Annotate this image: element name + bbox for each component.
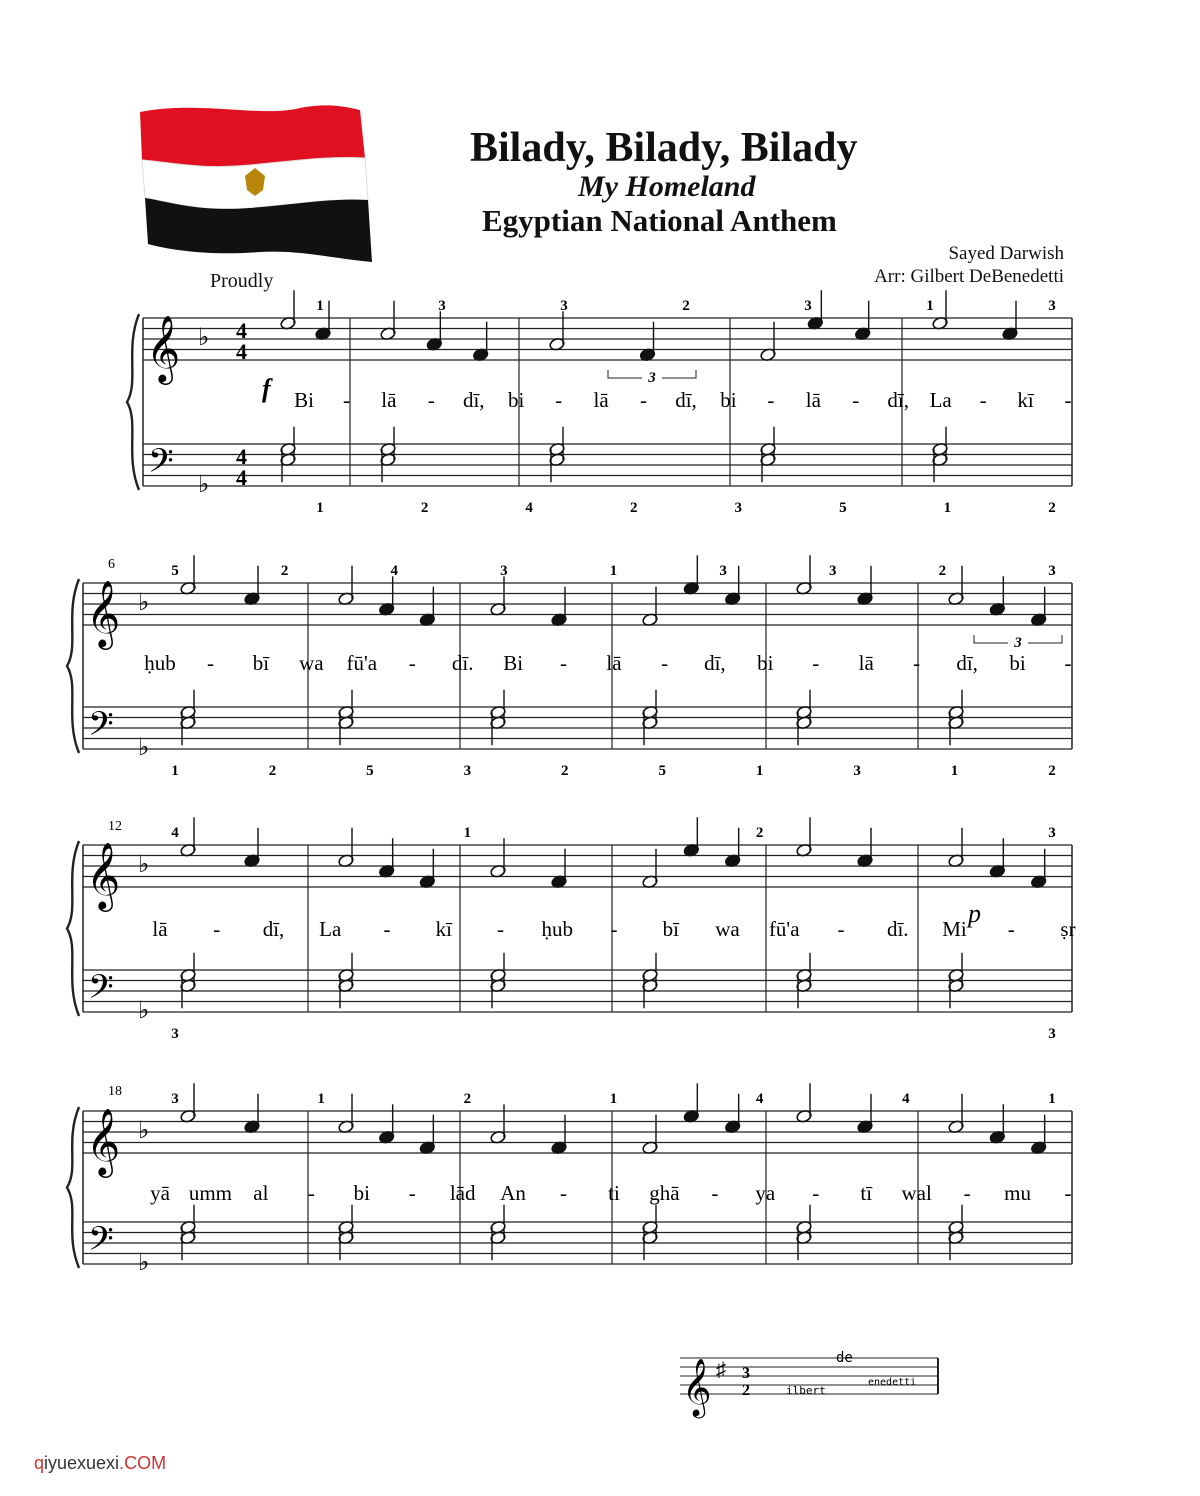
lyric-syllable: lā xyxy=(152,917,168,941)
lyric-syllable: - xyxy=(812,651,820,675)
time-signature-top: 4 xyxy=(236,444,247,469)
fingering-number: 5 xyxy=(839,500,847,516)
lyric-syllable: - xyxy=(767,388,775,412)
lyric-syllable: - xyxy=(560,651,568,675)
lyric-syllable: - xyxy=(307,1181,315,1205)
treble-clef-icon: 𝄞 xyxy=(86,1109,121,1174)
flat-icon: ♭ xyxy=(138,735,150,761)
flat-icon: ♭ xyxy=(138,998,150,1024)
flat-icon: ♭ xyxy=(138,1118,150,1144)
fingering-number: 3 xyxy=(500,563,508,579)
fingering-number: 3 xyxy=(438,298,446,314)
lyric-syllable: dī, xyxy=(956,651,978,675)
signature-text: de xyxy=(836,1350,853,1366)
flat-icon: ♭ xyxy=(198,472,210,498)
lyric-syllable: bī xyxy=(662,917,679,941)
fingering-number: 5 xyxy=(171,563,179,579)
fingering-number: 3 xyxy=(1048,563,1056,579)
fingering-number: 3 xyxy=(734,500,743,516)
measure-number: 12 xyxy=(108,819,122,834)
lyric-syllable: - xyxy=(1007,917,1015,941)
lyric-syllable: - xyxy=(408,1181,416,1205)
lyric-syllable: lā xyxy=(606,651,622,675)
lyric-syllable: ḥub xyxy=(144,651,176,675)
fingering-number: 2 xyxy=(1048,763,1056,779)
brace xyxy=(67,579,79,753)
lyric-syllable: - xyxy=(206,651,214,675)
lyric-syllable: lā xyxy=(805,388,821,412)
signature-text: ilbert xyxy=(786,1384,826,1397)
fingering-number: 3 xyxy=(171,1091,179,1107)
fingering-number: 3 xyxy=(1048,825,1056,841)
fingering-number: 2 xyxy=(629,500,638,516)
lyric-syllable: wal xyxy=(901,1181,932,1205)
measure-number: 6 xyxy=(108,557,115,572)
treble-clef-icon: 𝄞 xyxy=(86,843,121,908)
lyric-syllable: lā xyxy=(858,651,874,675)
lyric-syllable: tī xyxy=(860,1181,873,1205)
lyric-syllable: dī, xyxy=(887,388,910,412)
lyric-syllable: - xyxy=(1064,388,1072,412)
flat-icon: ♭ xyxy=(138,1250,150,1276)
lyric-syllable: bi xyxy=(353,1181,370,1205)
brace xyxy=(127,314,139,490)
lyric-syllable: - xyxy=(852,388,860,412)
lyric-syllable: - xyxy=(1064,651,1072,675)
lyric-syllable: An xyxy=(500,1181,526,1205)
brace xyxy=(67,1107,79,1268)
lyric-syllable: ghā xyxy=(649,1181,680,1205)
time-signature-bottom: 4 xyxy=(236,465,247,490)
lyric-syllable: bi xyxy=(1009,651,1026,675)
lyric-syllable: Mi xyxy=(942,917,967,941)
lyric-syllable: - xyxy=(555,388,563,412)
fingering-number: 5 xyxy=(658,763,666,779)
lyric-syllable: fū'a xyxy=(768,917,800,941)
lyric-syllable: kī xyxy=(1017,388,1034,412)
lyric-syllable: - xyxy=(913,651,921,675)
lyric-syllable: - xyxy=(812,1181,820,1205)
tempo-marking: Proudly xyxy=(210,270,274,292)
fingering-number: 3 xyxy=(804,298,812,314)
lyric-syllable: dī, xyxy=(262,917,285,941)
lyric-syllable: dī. xyxy=(451,651,474,675)
fingering-number: 3 xyxy=(1048,298,1056,314)
signature-text: enedetti xyxy=(868,1377,917,1388)
fingering-number: 3 xyxy=(829,563,837,579)
fingering-number: 4 xyxy=(755,1091,764,1107)
dynamic-forte: f xyxy=(262,374,271,403)
fingering-number: 3 xyxy=(171,1026,179,1042)
triplet-marker: 3 xyxy=(1014,635,1022,651)
fingering-number: 1 xyxy=(755,763,764,779)
fingering-number: 1 xyxy=(943,500,952,516)
lyric-syllable: al xyxy=(253,1181,269,1205)
lyric-syllable: - xyxy=(1064,1181,1072,1205)
treble-clef-icon: 𝄞 xyxy=(682,1359,712,1415)
fingering-number: 2 xyxy=(268,763,277,779)
watermark: qiyuexuexi.COM xyxy=(34,1453,167,1473)
lyric-syllable: - xyxy=(640,388,648,412)
fingering-number: 1 xyxy=(609,1091,618,1107)
fingering-number: 4 xyxy=(525,500,533,516)
lyric-syllable: mu xyxy=(1004,1181,1031,1205)
time-signature-bottom: 4 xyxy=(236,339,247,364)
fingering-number: 2 xyxy=(1048,500,1056,516)
lyric-syllable: - xyxy=(560,1181,568,1205)
fingering-number: 1 xyxy=(609,563,618,579)
page-title: Bilady, Bilady, Bilady xyxy=(470,125,858,171)
lyric-syllable: - xyxy=(213,917,221,941)
fingering-number: 1 xyxy=(926,298,934,314)
fingering-number: 4 xyxy=(390,563,398,579)
lyric-syllable: yā xyxy=(150,1181,170,1205)
flat-icon: ♭ xyxy=(138,852,150,878)
fingering-number: 2 xyxy=(420,500,429,516)
fingering-number: 2 xyxy=(280,563,289,579)
lyric-syllable: lā xyxy=(381,388,397,412)
fingering-number: 1 xyxy=(950,763,959,779)
flat-icon: ♭ xyxy=(198,325,210,351)
time-signature-bottom: 2 xyxy=(742,1382,750,1399)
time-signature-top: 3 xyxy=(742,1365,750,1382)
lyric-syllable: ḥub xyxy=(541,917,573,941)
lyric-syllable: La xyxy=(319,917,342,941)
lyric-syllable: dī, xyxy=(462,388,485,412)
fingering-number: 1 xyxy=(316,298,324,314)
lyric-syllable: dī. xyxy=(886,917,909,941)
fingering-number: 2 xyxy=(561,763,569,779)
lyric-syllable: Bi xyxy=(503,651,524,675)
arranger: Arr: Gilbert DeBenedetti xyxy=(874,266,1064,287)
lyric-syllable: Bi xyxy=(294,388,314,412)
bass-clef-icon: 𝄢 xyxy=(88,968,114,1014)
fingering-number: 1 xyxy=(171,763,179,779)
fingering-number: 2 xyxy=(938,563,947,579)
lyric-syllable: - xyxy=(610,917,618,941)
lyric-syllable: - xyxy=(383,917,391,941)
lyric-syllable: - xyxy=(660,651,668,675)
lyric-syllable: lād xyxy=(449,1181,476,1205)
lyric-syllable: ya xyxy=(755,1181,776,1205)
fingering-number: 1 xyxy=(1048,1091,1056,1107)
lyric-syllable: - xyxy=(711,1181,719,1205)
lyric-syllable: bi xyxy=(757,651,774,675)
lyric-syllable: dī, xyxy=(675,388,697,412)
sharp-icon: ♯ xyxy=(716,1359,726,1381)
fingering-number: 5 xyxy=(366,763,374,779)
fingering-number: 3 xyxy=(719,563,727,579)
lyric-syllable: - xyxy=(963,1181,971,1205)
fingering-number: 3 xyxy=(463,763,472,779)
lyric-syllable: bi xyxy=(720,388,737,412)
fingering-number: 2 xyxy=(682,298,690,314)
lyric-syllable: lā xyxy=(593,388,609,412)
time-signature-top: 4 xyxy=(236,318,247,343)
lyric-syllable: - xyxy=(837,917,845,941)
lyric-syllable: ṣr xyxy=(1060,917,1076,941)
lyric-syllable: - xyxy=(342,388,350,412)
lyric-syllable: ti xyxy=(608,1181,620,1205)
fingering-number: 1 xyxy=(463,825,472,841)
triplet-marker: 3 xyxy=(648,370,656,386)
treble-clef-icon: 𝄞 xyxy=(146,316,181,381)
lyric-syllable: - xyxy=(408,651,416,675)
egypt-flag-icon xyxy=(140,105,372,262)
fingering-number: 3 xyxy=(1048,1026,1056,1042)
lyric-syllable: bī xyxy=(252,651,270,675)
fingering-number: 2 xyxy=(755,825,764,841)
brace xyxy=(67,841,79,1016)
fingering-number: 1 xyxy=(317,1091,325,1107)
fingering-number: 3 xyxy=(560,298,568,314)
fingering-number: 2 xyxy=(463,1091,472,1107)
lyric-syllable: - xyxy=(497,917,504,941)
composer: Sayed Darwish xyxy=(948,243,1064,264)
system-2 xyxy=(67,579,1072,753)
flat-icon: ♭ xyxy=(138,590,150,616)
lyric-syllable: dī, xyxy=(704,651,726,675)
fingering-number: 4 xyxy=(171,825,179,841)
lyric-syllable: umm xyxy=(188,1181,233,1205)
fingering-number: 3 xyxy=(853,763,861,779)
lyric-syllable: La xyxy=(929,388,952,412)
lyric-syllable: kī xyxy=(435,917,452,941)
bass-clef-icon: 𝄢 xyxy=(148,442,174,488)
subtitle-anthem: Egyptian National Anthem xyxy=(482,203,837,238)
dynamic-piano: p xyxy=(968,899,981,928)
measure-number: 18 xyxy=(108,1084,122,1099)
lyric-syllable: fū'a xyxy=(346,651,378,675)
lyric-syllable: - xyxy=(427,388,435,412)
subtitle: My Homeland xyxy=(578,170,756,203)
lyric-syllable: bi xyxy=(508,388,525,412)
bass-clef-icon: 𝄢 xyxy=(88,1220,114,1266)
treble-clef-icon: 𝄞 xyxy=(86,581,121,646)
bass-clef-icon: 𝄢 xyxy=(88,705,114,751)
fingering-number: 4 xyxy=(902,1091,910,1107)
lyric-syllable: wa xyxy=(715,917,740,941)
fingering-number: 1 xyxy=(316,500,324,516)
lyric-syllable: wa xyxy=(299,651,324,675)
lyric-syllable: - xyxy=(979,388,987,412)
